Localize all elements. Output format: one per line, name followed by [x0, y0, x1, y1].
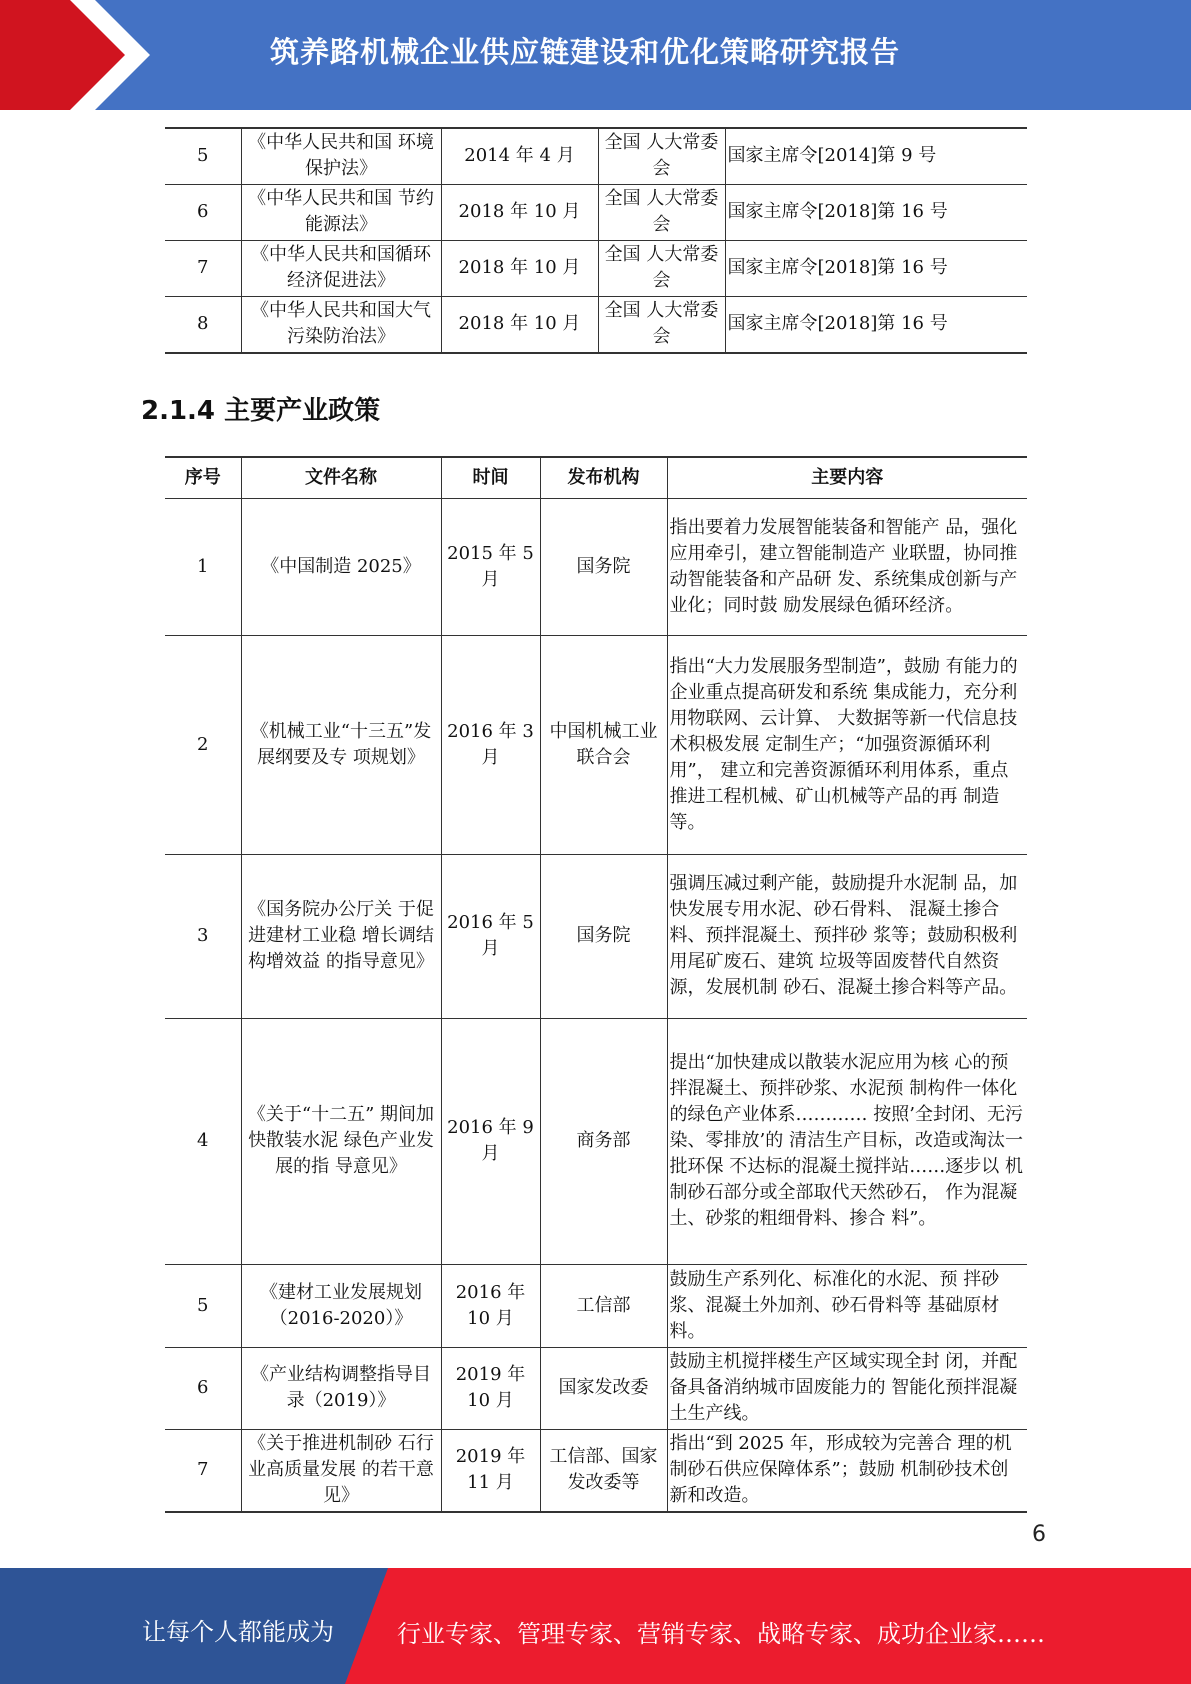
header-arrow-icon: [0, 0, 160, 110]
cell-content: 鼓励主机搅拌楼生产区域实现全封 闭，并配备具备消纳城市固废能力的 智能化预拌混凝土生产线。: [667, 1347, 1027, 1429]
cell-name: 《国务院办公厅关 于促进建材工业稳 增长调结构增效益 的指导意见》: [241, 854, 441, 1018]
cell-no: 1: [165, 498, 241, 635]
cell-name: 《机械工业“十三五”发展纲要及专 项规划》: [241, 635, 441, 854]
cell-no: 5: [165, 1264, 241, 1347]
cell-no: 7: [165, 1429, 241, 1512]
cell-name: 《关于推进机制砂 石行业高质量发展 的若干意见》: [241, 1429, 441, 1512]
cell-org: 全国 人大常委会: [598, 128, 725, 184]
cell-content: 指出要着力发展智能装备和智能产 品，强化应用牵引，建立智能制造产 业联盟，协同推动智能装备和产品研 发、系统集成创新与产业化；同时鼓 励发展绿色循环经济。: [667, 498, 1027, 635]
cell-date: 2019 年 11 月: [441, 1429, 540, 1512]
table-row: [165, 1264, 1027, 1347]
footer-left-text: 让每个人都能成为: [142, 1618, 334, 1646]
section-title: 2.1.4 主要产业政策: [141, 396, 381, 426]
policy-table: [165, 456, 1027, 1513]
cell-date: 2016 年 10 月: [441, 1264, 540, 1347]
table-header-row: [165, 457, 1027, 498]
cell-date: 2018 年 10 月: [441, 240, 598, 296]
cell-content: 指出“到 2025 年，形成较为完善合 理的机制砂石供应保障体系”；鼓励 机制砂技术创新和改造。: [667, 1429, 1027, 1512]
cell-content: 强调压减过剩产能，鼓励提升水泥制 品，加快发展专用水泥、砂石骨料、 混凝土掺合料、预拌混凝土、预拌砂 浆等；鼓励积极利用尾矿废石、建筑 垃圾等固废替代自然资源，发展机制 砂石、混凝土掺合料等产品。: [667, 854, 1027, 1018]
cell-no: 5: [165, 128, 241, 184]
cell-org: 全国 人大常委会: [598, 296, 725, 353]
cell-content: 提出“加快建成以散装水泥应用为核 心的预拌混凝土、预拌砂浆、水泥预 制构件一体化的绿色产业体系………… 按照’全封闭、无污染、零排放’的 清洁生产目标，改造或淘汰一批环保 不达标的混凝土搅拌站……逐步以 机制砂石部分或全部取代天然砂石， 作为混凝土、砂浆的粗细骨料、掺合 料”。: [667, 1018, 1027, 1264]
cell-name: 《中国制造 2025》: [241, 498, 441, 635]
cell-no: 4: [165, 1018, 241, 1264]
table-row: [165, 1347, 1027, 1429]
cell-name: 《中华人民共和国 节约能源法》: [241, 184, 441, 240]
cell-no: 3: [165, 854, 241, 1018]
cell-doc: 国家主席令[2018]第 16 号: [725, 240, 1027, 296]
table-row: [165, 1429, 1027, 1512]
header-content: 主要内容: [667, 457, 1027, 498]
cell-doc: 国家主席令[2018]第 16 号: [725, 296, 1027, 353]
header-org: 发布机构: [540, 457, 667, 498]
cell-content: 鼓励生产系列化、标准化的水泥、预 拌砂浆、混凝土外加剂、砂石骨料等 基础原材料。: [667, 1264, 1027, 1347]
cell-date: 2014 年 4 月: [441, 128, 598, 184]
header-date: 时间: [441, 457, 540, 498]
cell-date: 2016 年 5 月: [441, 854, 540, 1018]
table-row: [165, 296, 1027, 353]
cell-org: 国家发改委: [540, 1347, 667, 1429]
cell-name: 《中华人民共和国大气污染防治法》: [241, 296, 441, 353]
cell-name: 《中华人民共和国 环境保护法》: [241, 128, 441, 184]
table-row: [165, 184, 1027, 240]
cell-org: 中国机械工业联合会: [540, 635, 667, 854]
table-row: [165, 635, 1027, 854]
table-row: [165, 128, 1027, 184]
cell-org: 工信部、国家发改委等: [540, 1429, 667, 1512]
cell-content: 指出“大力发展服务型制造”，鼓励 有能力的企业重点提高研发和系统 集成能力，充分利用物联网、云计算、 大数据等新一代信息技术积极发展 定制生产；“加强资源循环利用”， 建立和完善资源循环利用体系，重点 推进工程机械、矿山机械等产品的再 制造等。: [667, 635, 1027, 854]
cell-doc: 国家主席令[2014]第 9 号: [725, 128, 1027, 184]
table-row: [165, 1018, 1027, 1264]
page-number: 6: [1032, 1522, 1046, 1547]
cell-name: 《产业结构调整指导目录（2019）》: [241, 1347, 441, 1429]
cell-date: 2018 年 10 月: [441, 184, 598, 240]
cell-org: 国务院: [540, 854, 667, 1018]
cell-org: 国务院: [540, 498, 667, 635]
cell-org: 工信部: [540, 1264, 667, 1347]
header-title: 筑养路机械企业供应链建设和优化策略研究报告: [270, 35, 901, 69]
cell-org: 全国 人大常委会: [598, 184, 725, 240]
cell-doc: 国家主席令[2018]第 16 号: [725, 184, 1027, 240]
cell-no: 6: [165, 1347, 241, 1429]
cell-org: 商务部: [540, 1018, 667, 1264]
cell-name: 《关于“十二五” 期间加快散装水泥 绿色产业发展的指 导意见》: [241, 1018, 441, 1264]
cell-no: 8: [165, 296, 241, 353]
cell-date: 2018 年 10 月: [441, 296, 598, 353]
cell-name: 《建材工业发展规划（2016-2020）》: [241, 1264, 441, 1347]
table-row: [165, 240, 1027, 296]
cell-date: 2019 年 10 月: [441, 1347, 540, 1429]
table-row: [165, 854, 1027, 1018]
cell-date: 2016 年 3 月: [441, 635, 540, 854]
footer-right-text: 行业专家、管理专家、营销专家、战略专家、成功企业家……: [397, 1620, 1045, 1648]
cell-name: 《中华人民共和国循环经济促进法》: [241, 240, 441, 296]
law-table: [165, 127, 1027, 354]
cell-date: 2015 年 5 月: [441, 498, 540, 635]
cell-org: 全国 人大常委会: [598, 240, 725, 296]
cell-no: 7: [165, 240, 241, 296]
header-no: 序号: [165, 457, 241, 498]
table-row: [165, 498, 1027, 635]
cell-no: 6: [165, 184, 241, 240]
header-name: 文件名称: [241, 457, 441, 498]
cell-date: 2016 年 9 月: [441, 1018, 540, 1264]
cell-no: 2: [165, 635, 241, 854]
